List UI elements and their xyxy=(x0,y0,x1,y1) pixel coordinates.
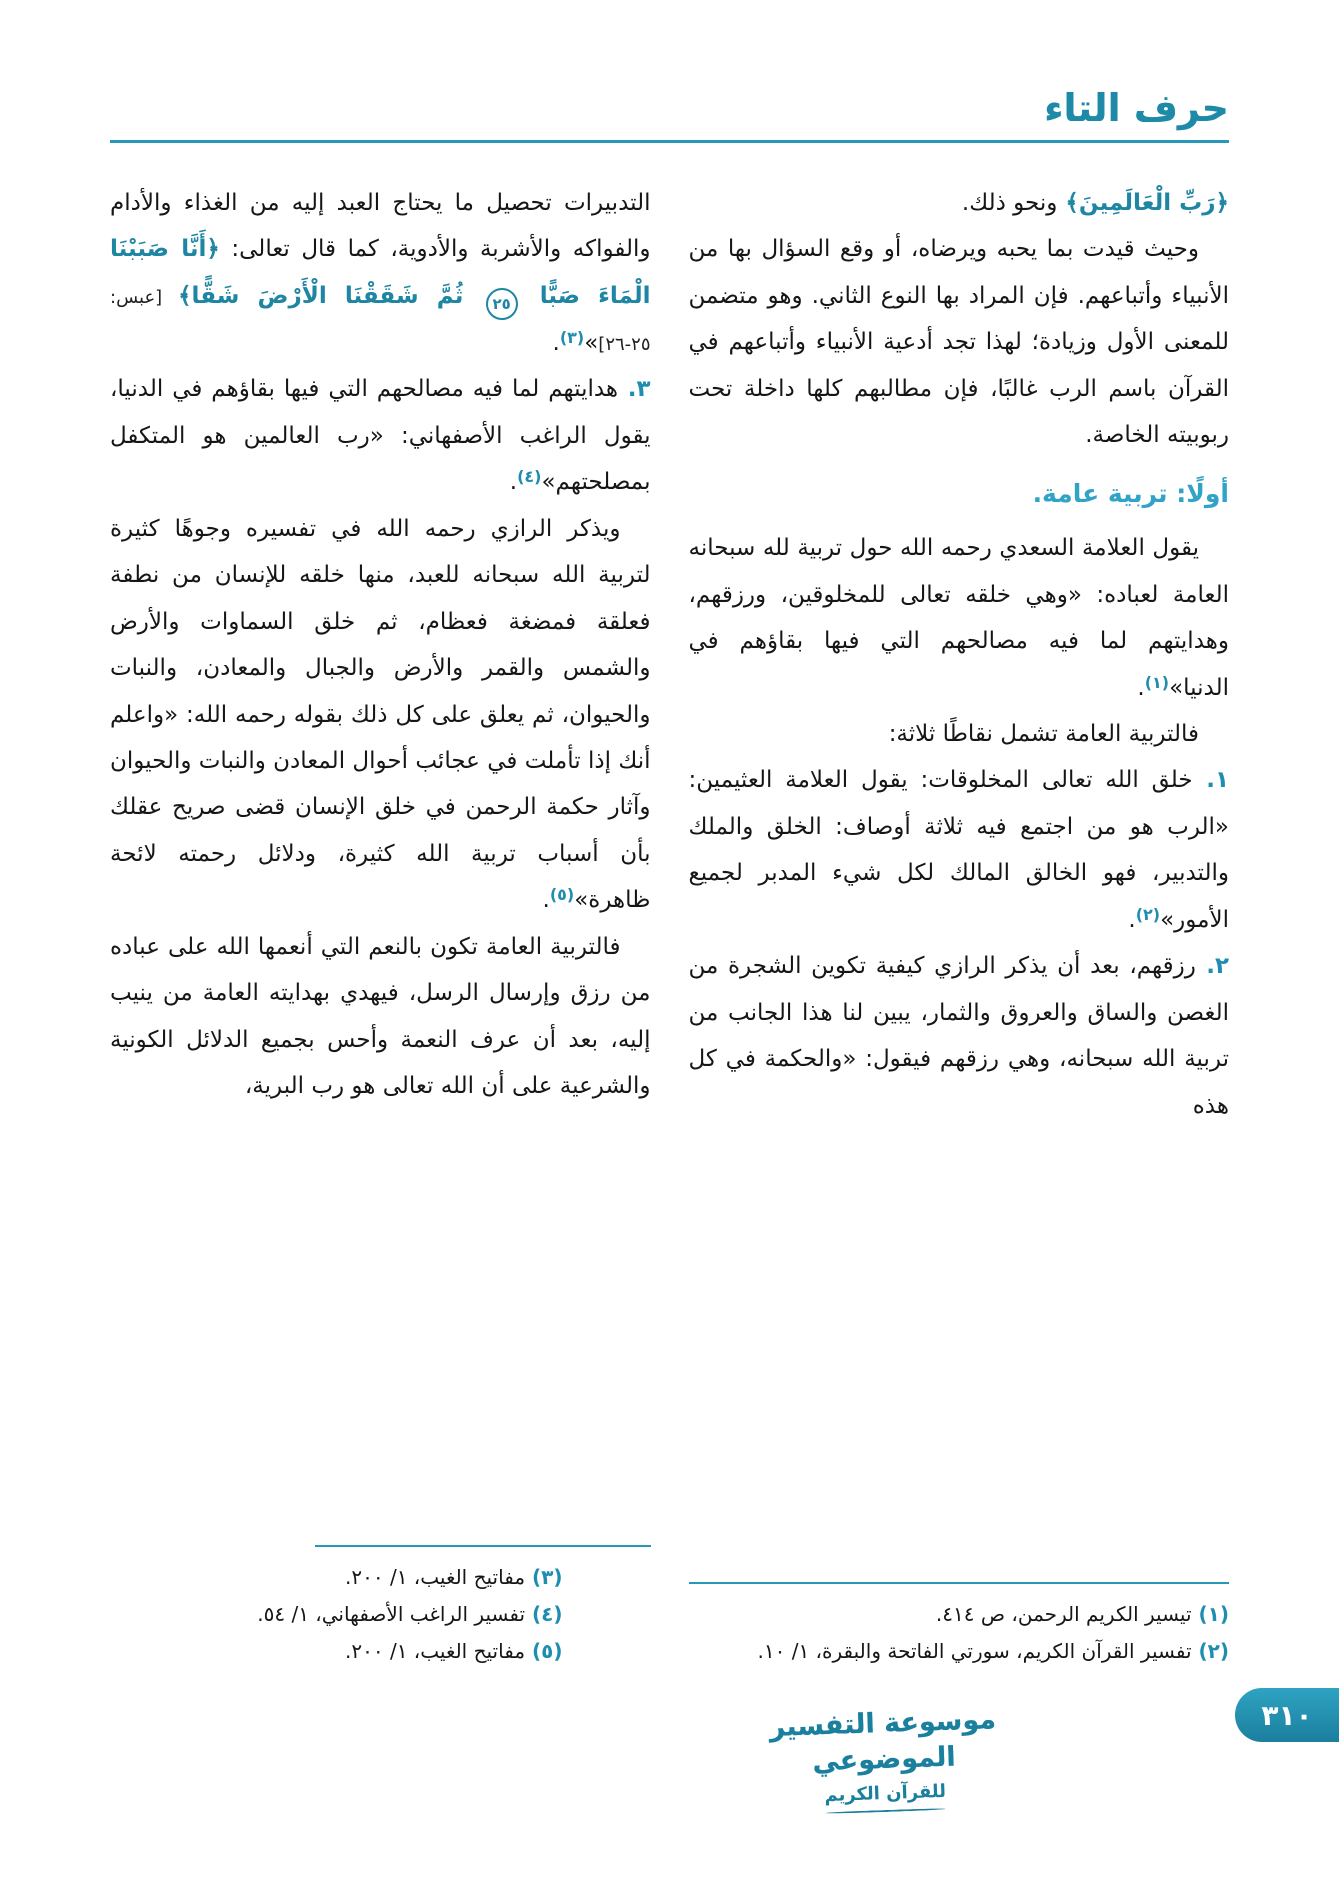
paragraph xyxy=(689,180,1230,226)
publisher-emblem xyxy=(757,1702,1011,1817)
chapter-title: حرف التاء xyxy=(1044,86,1229,130)
text-run: . xyxy=(542,887,550,914)
page-number-badge xyxy=(1235,1688,1339,1742)
column-right xyxy=(689,180,1230,1670)
footnote-number: (٥) xyxy=(525,1639,563,1663)
paragraph xyxy=(110,180,651,366)
footnote xyxy=(110,1633,651,1670)
text-run: فالتربية العامة تشمل نقاطًا ثلاثة: xyxy=(888,721,1199,748)
text-run: . xyxy=(1137,674,1145,701)
column-right-body xyxy=(689,180,1230,1576)
footnote xyxy=(110,1559,651,1596)
footnote-separator-right xyxy=(689,1582,1230,1584)
text-run: ونحو ذلك. xyxy=(961,190,1058,216)
footnote-number: (٣) xyxy=(525,1565,563,1589)
footnote-separator-left xyxy=(315,1545,650,1547)
text-run: التدبيرات تحصيل ما يحتاج العبد إليه من الغذاء والأدام والفواكه والأشربة والأدوية، كما قال تعالى: xyxy=(110,190,651,263)
emblem-title: موسوعة التفسير الموضوعي xyxy=(769,1704,997,1779)
paragraph xyxy=(110,924,651,1110)
footnote xyxy=(110,1596,651,1633)
text-run: فالتربية العامة تكون بالنعم التي أنعمها الله على عباده من رزق وإرسال الرسل، فيهدي بهدايته العامة من ينيب إليه، بعد أن عرف النعمة وأحس بجميع الدلائل الكونية والشرعية على أن الله تعالى هو رب البرية، xyxy=(110,933,651,1100)
footnote-number: (٤) xyxy=(525,1602,563,1626)
column-left xyxy=(110,180,651,1670)
list-number: ٢. xyxy=(1195,953,1229,980)
verse-citation: [عبس: ٢٥-٢٦] xyxy=(110,286,651,355)
footnote-text: تيسير الكريم الرحمن، ص ٤١٤. xyxy=(935,1602,1192,1626)
numbered-item xyxy=(110,366,651,505)
footnote-ref: (٣) xyxy=(559,327,585,347)
numbered-item xyxy=(689,943,1230,1129)
footnote-text: تفسير الراغب الأصفهاني، ١/ ٥٤. xyxy=(257,1602,526,1626)
footnote-text: مفاتيح الغيب، ١/ ٢٠٠. xyxy=(345,1565,526,1589)
footnote xyxy=(689,1596,1230,1633)
column-left-body xyxy=(110,180,651,1539)
page-header xyxy=(110,88,1229,143)
footnote-list-right xyxy=(689,1596,1230,1670)
text-run: يقول العلامة السعدي رحمه الله حول تربية لله سبحانه العامة لعباده: «وهي خلقه تعالى للمخلوقين، ورزقهم، وهدايتهم لما فيه مصالحهم التي فيها بقاؤهم في الدنيا» xyxy=(688,535,1229,701)
paragraph xyxy=(689,226,1230,458)
paragraph xyxy=(689,711,1230,757)
footnote-ref: (٤) xyxy=(517,467,542,487)
text-run: أولًا: تربية عامة. xyxy=(1032,478,1229,508)
quran-quote: ﴿رَبِّ الْعَالَمِينَ﴾ xyxy=(1057,190,1229,216)
two-column-layout xyxy=(110,180,1229,1670)
footnote-text: تفسير القرآن الكريم، سورتي الفاتحة والبقرة، ١/ ١٠. xyxy=(757,1639,1192,1663)
text-run: وحيث قيدت بما يحبه ويرضاه، أو وقع السؤال بها من الأنبياء وأتباعهم. فإن المراد بها النوع الثاني. وهو متضمن للمعنى الأول وزيادة؛ لهذا تجد أدعية الأنبياء وأتباعهم في القرآن باسم الرب غالبًا، فإن مطالبهم كلها داخلة تحت ربوبيته الخاصة. xyxy=(688,236,1229,449)
list-number: ٣. xyxy=(618,376,651,403)
paragraph xyxy=(110,506,651,924)
footnote xyxy=(689,1633,1230,1670)
text-run: . xyxy=(1128,906,1136,933)
text-run: ويذكر الرازي رحمه الله في تفسيره وجوهًا كثيرة لتربية الله سبحانه للعبد، منها خلقه للإنسان من نطفة فعلقة فمضغة فعظام، ثم خلق السماوات والأرض والشمس والقمر والأرض والجبال والمعادن، والنبات والحيوان، ثم يعلق على كل ذلك بقوله رحمه الله: «واعلم أنك إذا تأملت في عجائب أحوال المعادن والنبات والحيوان وآثار حكمة الرحمن في خلق الإنسان قضى صريح عقلك بأن أسباب تربية الله كثيرة، ودلائل رحمته لائحة ظاهرة» xyxy=(110,515,651,914)
footnotes-left xyxy=(110,1539,651,1670)
quran-quote: ثُمَّ شَقَقْنَا الْأَرْضَ شَقًّا﴾ xyxy=(178,282,482,309)
footnote-number: (٢) xyxy=(1191,1639,1229,1663)
page-number: ٣١٠ xyxy=(1261,1698,1313,1732)
footnote-number: (١) xyxy=(1191,1602,1229,1626)
header-rule xyxy=(110,140,1229,143)
paragraph xyxy=(689,525,1230,711)
footnote-list-left xyxy=(110,1559,651,1670)
text-run: رزقهم، بعد أن يذكر الرازي كيفية تكوين الشجرة من الغصن والساق والعروق والثمار، يبين لنا هذا الجانب من تربية الله سبحانه، وهي رزقهم فيقول: «والحكمة في كل هذه xyxy=(688,953,1229,1119)
footnotes-right xyxy=(689,1576,1230,1670)
text-run: » xyxy=(584,329,599,356)
footnote-ref: (٥) xyxy=(549,885,575,905)
numbered-item xyxy=(689,757,1230,943)
footnote-ref: (٢) xyxy=(1135,904,1161,924)
text-run: هدايتهم لما فيه مصالحهم التي فيها بقاؤهم في الدنيا، يقول الراغب الأصفهاني: «رب العالمين هو المتكفل بمصلحتهم» xyxy=(110,376,651,496)
text-run: . xyxy=(552,329,560,356)
emblem-subtitle: للقرآن الكريم xyxy=(824,1780,947,1807)
text-run: . xyxy=(509,469,518,496)
list-number: ١. xyxy=(1192,767,1229,794)
footnote-text: مفاتيح الغيب، ١/ ٢٠٠. xyxy=(345,1639,526,1663)
emblem-flourish xyxy=(826,1808,946,1814)
text-run: خلق الله تعالى المخلوقات: يقول العلامة العثيمين: «الرب هو من اجتمع فيه ثلاثة أوصاف: الخلق والملك والتدبير، فهو الخالق المالك لكل شيء المدبر لجميع الأمور» xyxy=(688,767,1229,933)
section-heading xyxy=(689,469,1230,520)
footnote-ref: (١) xyxy=(1144,672,1170,692)
ayah-number: ٢٥ xyxy=(486,288,518,320)
quran-quote: ﴿أَنَّا صَبَبْنَا الْمَاءَ صَبًّا xyxy=(110,236,651,309)
